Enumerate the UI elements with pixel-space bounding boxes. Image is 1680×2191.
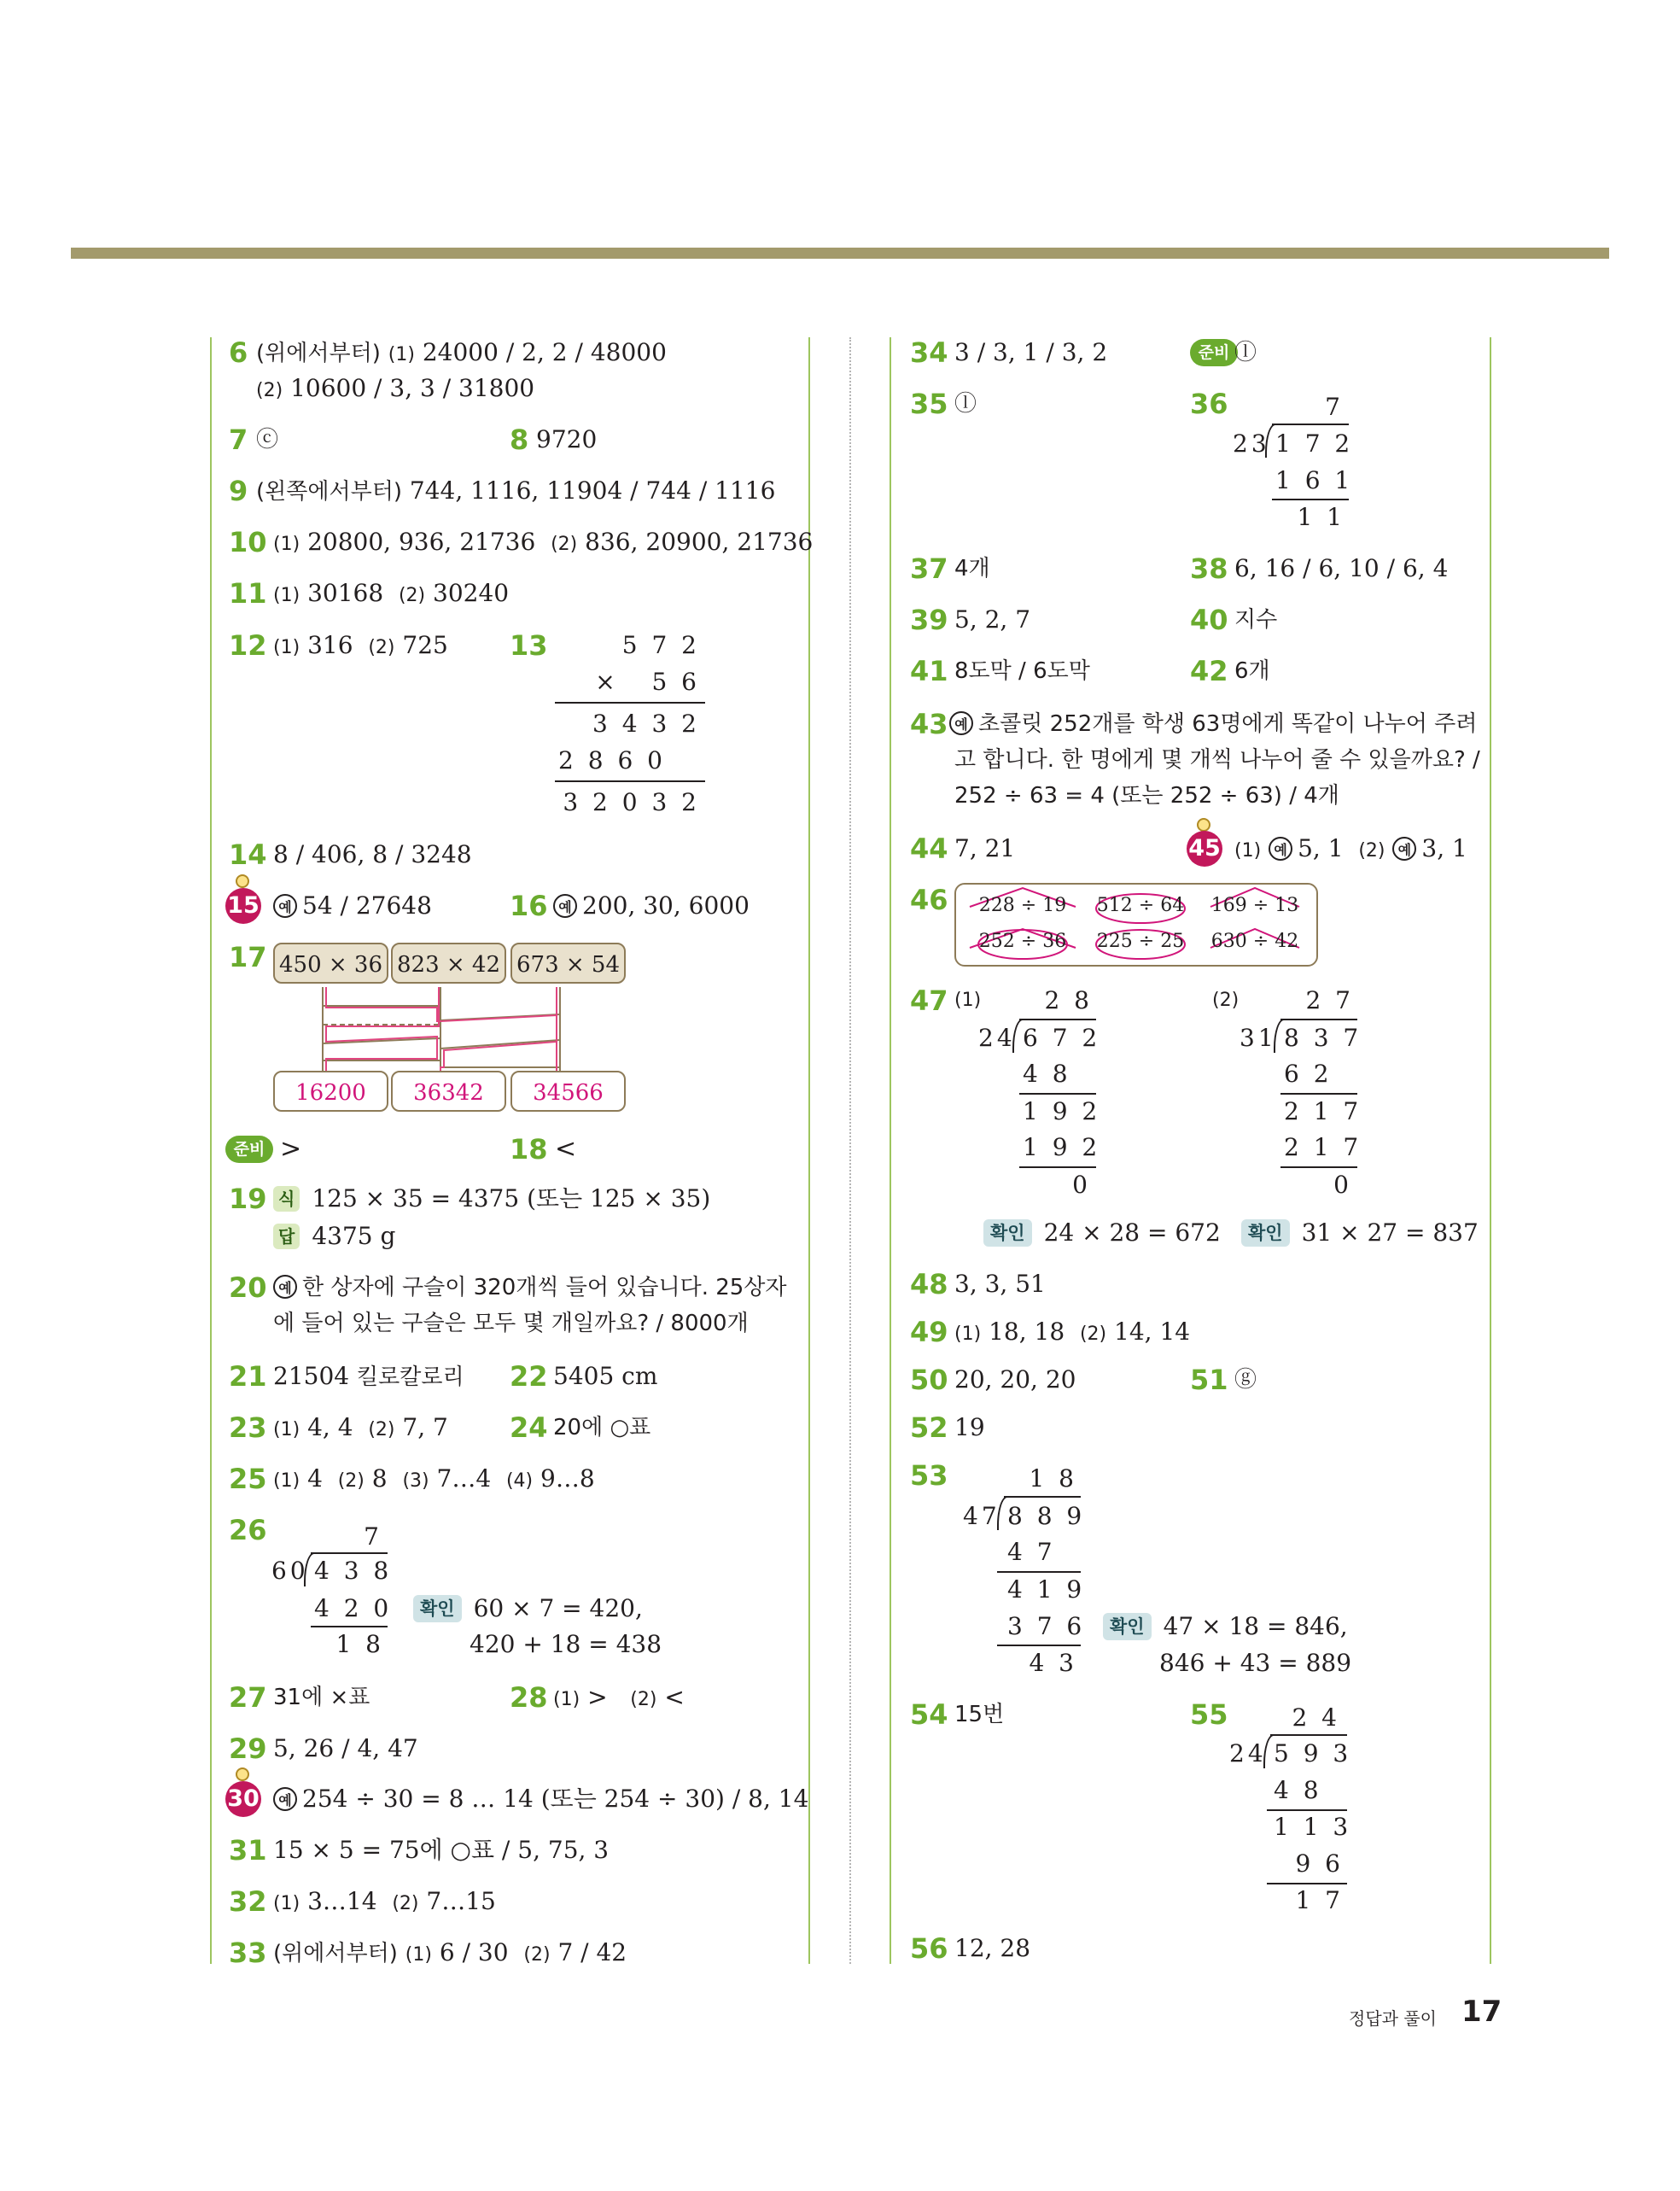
check: 확인 31 × 27 = 837 xyxy=(1241,1218,1479,1248)
answer: (1) > (2) < xyxy=(553,1683,685,1711)
dividend: 1 7 2 xyxy=(1275,429,1354,458)
question-number: 43 xyxy=(910,708,948,740)
question-number: 27 xyxy=(229,1681,267,1714)
rule xyxy=(1004,1496,1081,1498)
answer: 12, 28 xyxy=(954,1934,1031,1962)
page-number: 17 xyxy=(1461,1995,1502,2029)
question-number: 24 xyxy=(510,1411,548,1444)
left-column-rule-right xyxy=(808,337,810,1964)
answer: 5405 cm xyxy=(553,1362,658,1390)
question-number: 17 xyxy=(229,941,267,973)
question-number: 34 xyxy=(910,336,948,369)
subtraction-row: 1 6 1 xyxy=(1275,466,1354,494)
question-number: 6 xyxy=(229,336,248,369)
answer: > xyxy=(280,1134,302,1164)
rule xyxy=(1280,1093,1357,1095)
expression-cell: 252 ÷ 36 xyxy=(978,931,1067,952)
subtraction-row: 4 1 9 xyxy=(1007,1575,1086,1604)
answer: 3, 3, 51 xyxy=(954,1270,1046,1298)
answer: 예 54 / 27648 xyxy=(273,891,432,921)
answer: 20에 ○표 xyxy=(553,1415,651,1440)
remainder: 1 8 xyxy=(335,1630,384,1658)
subtraction-row: 1 9 2 xyxy=(1023,1097,1101,1125)
sub-label: (2) xyxy=(1212,990,1240,1011)
expression-cell: 225 ÷ 25 xyxy=(1096,931,1185,952)
question-number: 36 xyxy=(1190,388,1228,420)
rule xyxy=(1019,1093,1096,1095)
answer: 8 / 406, 8 / 3248 xyxy=(273,840,472,868)
multiplication-row: 3 4 3 2 xyxy=(592,710,700,738)
question-number-badge: 30 xyxy=(225,1781,261,1817)
answer: 예 200, 30, 6000 xyxy=(553,891,750,921)
divisor: 24 xyxy=(1229,1739,1267,1767)
subtraction-row: 2 1 7 xyxy=(1284,1097,1362,1125)
subtraction-row: 1 9 2 xyxy=(1023,1133,1101,1161)
expression-cell: 512 ÷ 64 xyxy=(1096,895,1185,916)
answer: (1) 3…14 (2) 7…15 xyxy=(273,1887,496,1915)
question-number: 53 xyxy=(910,1459,948,1492)
answer: 5, 26 / 4, 47 xyxy=(273,1734,418,1762)
sub-label: (1) xyxy=(954,990,982,1011)
question-number: 39 xyxy=(910,604,948,636)
answer: 예 한 상자에 구슬이 320개씩 들어 있습니다. 25상자 xyxy=(273,1272,787,1303)
expression-box: 823 × 42 xyxy=(391,943,506,984)
question-number: 37 xyxy=(910,552,948,585)
question-number: 10 xyxy=(229,526,267,558)
question-number-badge: 15 xyxy=(225,888,261,924)
answer: 3 / 3, 1 / 3, 2 xyxy=(954,338,1108,366)
answer: 예 254 ÷ 30 = 8 … 14 (또는 254 ÷ 30) / 8, 14 xyxy=(273,1784,808,1814)
question-number: 41 xyxy=(910,655,948,687)
answer: 7, 21 xyxy=(954,834,1016,862)
rule xyxy=(555,702,705,704)
question-number: 46 xyxy=(910,884,948,916)
question-number-badge: 45 xyxy=(1187,831,1222,867)
expression-cell: 630 ÷ 42 xyxy=(1210,931,1299,952)
answer: 고 합니다. 한 명에게 몇 개씩 나누어 줄 수 있을까요? / xyxy=(954,747,1480,773)
result-box: 36342 xyxy=(391,1071,506,1112)
subtraction-row: 2 1 7 xyxy=(1284,1133,1362,1161)
divisor: 31 xyxy=(1240,1024,1277,1052)
multiplication-row: × 5 6 xyxy=(595,668,700,696)
subtraction-row: 4 8 xyxy=(1023,1060,1071,1088)
quotient: 7 xyxy=(1325,393,1344,421)
rule xyxy=(1280,1019,1357,1020)
divisor: 47 xyxy=(963,1502,1000,1530)
remainder: 1 1 xyxy=(1297,503,1345,531)
answer: 5, 2, 7 xyxy=(954,605,1031,634)
question-number: 55 xyxy=(1190,1698,1228,1731)
answer: 4개 xyxy=(954,556,990,581)
subtraction-row: 4 2 0 xyxy=(314,1594,393,1622)
rule xyxy=(1019,1019,1096,1020)
footer-label: 정답과 풀이 xyxy=(1349,2008,1437,2029)
multiplication-row: 2 8 6 0 xyxy=(558,746,666,774)
divisor: 60 xyxy=(271,1557,309,1585)
question-number: 50 xyxy=(910,1364,948,1396)
expression-box: 450 × 36 xyxy=(273,943,388,984)
rule xyxy=(1267,1883,1347,1884)
question-number: 26 xyxy=(229,1514,267,1546)
divisor: 23 xyxy=(1233,429,1270,458)
question-number: 33 xyxy=(229,1937,267,1969)
question-number: 9 xyxy=(229,475,248,507)
smiley-icon xyxy=(236,874,249,888)
answer: 15 × 5 = 75에 ○표 / 5, 75, 3 xyxy=(273,1836,610,1864)
quotient: 7 xyxy=(364,1522,382,1551)
answer: (1) 316 (2) 725 xyxy=(273,631,448,659)
quotient: 2 7 xyxy=(1305,986,1354,1014)
quotient: 2 8 xyxy=(1044,986,1093,1014)
question-number: 7 xyxy=(229,424,248,456)
answer: 6, 16 / 6, 10 / 6, 4 xyxy=(1234,554,1449,582)
rule xyxy=(1270,1734,1347,1736)
question-number: 38 xyxy=(1190,552,1228,585)
multiplication-row: 3 2 0 3 2 xyxy=(563,788,700,816)
answer: (1) 4, 4 (2) 7, 7 xyxy=(273,1413,448,1441)
quotient: 1 8 xyxy=(1029,1464,1077,1493)
answer: 19 xyxy=(954,1413,985,1441)
dividend: 5 9 3 xyxy=(1274,1739,1352,1767)
check: 846 + 43 = 889 xyxy=(1159,1649,1352,1677)
answer: 답 4375 g xyxy=(273,1221,395,1252)
subtraction-row: 9 6 xyxy=(1295,1849,1344,1878)
remainder: 0 xyxy=(1072,1171,1091,1199)
right-column-rule-right xyxy=(1490,337,1491,1964)
subtraction-row: 4 8 xyxy=(1274,1776,1322,1804)
check: 확인 60 × 7 = 420, xyxy=(413,1593,643,1624)
answer: ⓛ xyxy=(954,391,977,417)
rule xyxy=(1267,1809,1347,1811)
question-number: 52 xyxy=(910,1411,948,1444)
multiplication-row: 5 7 2 xyxy=(621,631,700,659)
question-number: 19 xyxy=(229,1183,267,1215)
question-number: 47 xyxy=(910,984,948,1017)
check: 확인 24 × 28 = 672 xyxy=(983,1218,1221,1248)
subtraction-row: 3 7 6 xyxy=(1007,1612,1086,1640)
question-number: 48 xyxy=(910,1268,948,1300)
expression-box: 673 × 54 xyxy=(510,943,626,984)
rule xyxy=(1019,1166,1096,1168)
answer: 6개 xyxy=(1234,658,1270,684)
answer: 252 ÷ 63 = 4 (또는 252 ÷ 63) / 4개 xyxy=(954,783,1339,809)
answer: 식 125 × 35 = 4375 (또는 125 × 35) xyxy=(273,1183,710,1214)
column-divider xyxy=(849,337,851,1964)
question-number: 13 xyxy=(510,629,548,662)
answer: < xyxy=(555,1134,577,1164)
result-box: 34566 xyxy=(510,1071,626,1112)
answer: (1) 4 (2) 8 (3) 7…4 (4) 9…8 xyxy=(273,1464,595,1493)
question-number: 18 xyxy=(510,1133,548,1166)
question-number: 11 xyxy=(229,577,267,610)
quotient: 2 4 xyxy=(1292,1703,1340,1732)
dividend: 6 7 2 xyxy=(1023,1024,1101,1052)
answer: 예 초콜릿 252개를 학생 63명에게 똑같이 나누어 주려 xyxy=(949,709,1477,739)
question-number: 51 xyxy=(1190,1364,1228,1396)
question-number: 16 xyxy=(510,890,548,922)
header-rule xyxy=(71,248,1609,259)
question-number: 42 xyxy=(1190,655,1228,687)
expression-cell: 228 ÷ 19 xyxy=(978,895,1067,916)
remainder: 4 3 xyxy=(1029,1649,1077,1677)
result-box: 16200 xyxy=(273,1071,388,1112)
rule xyxy=(997,1571,1081,1573)
dividend: 8 3 7 xyxy=(1284,1024,1362,1052)
smiley-icon xyxy=(1197,818,1210,832)
answer: 15번 xyxy=(954,1702,1005,1727)
question-number: 29 xyxy=(229,1732,267,1765)
question-number: 12 xyxy=(229,629,267,662)
remainder: 1 7 xyxy=(1295,1886,1344,1914)
rule xyxy=(1272,424,1349,425)
answer: (2) 10600 / 3, 3 / 31800 xyxy=(256,374,535,402)
question-number: 40 xyxy=(1190,604,1228,636)
rule xyxy=(1280,1166,1357,1168)
question-number: 14 xyxy=(229,838,267,871)
smiley-icon xyxy=(236,1767,249,1781)
answer: 20, 20, 20 xyxy=(954,1365,1076,1393)
answer: (1) 18, 18 (2) 14, 14 xyxy=(954,1318,1191,1346)
answer: 8도막 / 6도막 xyxy=(954,658,1090,684)
question-number: 22 xyxy=(510,1360,548,1393)
answer: (왼쪽에서부터) 744, 1116, 11904 / 744 / 1116 xyxy=(256,476,776,505)
right-column-rule-left xyxy=(890,337,891,1964)
check: 420 + 18 = 438 xyxy=(470,1630,662,1658)
remainder: 0 xyxy=(1333,1171,1352,1199)
question-number: 31 xyxy=(229,1834,267,1867)
divisor: 24 xyxy=(978,1024,1016,1052)
rule xyxy=(311,1552,388,1554)
answer: 21504 킬로칼로리 xyxy=(273,1362,464,1390)
answer: (1) 예 5, 1 (2) 예 3, 1 xyxy=(1234,834,1467,862)
dividend: 4 3 8 xyxy=(314,1557,393,1585)
answer: 31에 ×표 xyxy=(273,1685,370,1710)
question-number: 20 xyxy=(229,1271,267,1304)
question-number: 28 xyxy=(510,1681,548,1714)
subtraction-row: 4 7 xyxy=(1007,1538,1056,1566)
answer: ⓖ xyxy=(1234,1367,1257,1393)
question-number: 56 xyxy=(910,1932,948,1965)
subtraction-row: 6 2 xyxy=(1284,1060,1333,1088)
answer: (위에서부터) (1) 6 / 30 (2) 7 / 42 xyxy=(273,1938,627,1966)
prep-badge: 준비 xyxy=(1190,339,1238,366)
rule xyxy=(555,780,705,782)
question-number: 21 xyxy=(229,1360,267,1393)
rule xyxy=(997,1645,1081,1646)
question-number: 35 xyxy=(910,388,948,420)
question-number: 54 xyxy=(910,1698,948,1731)
answer: 지수 xyxy=(1234,607,1278,633)
answer: 에 들어 있는 구슬은 모두 몇 개일까요? / 8000개 xyxy=(273,1311,749,1336)
subtraction-row: 1 1 3 xyxy=(1274,1813,1352,1841)
question-number: 44 xyxy=(910,833,948,865)
question-number: 25 xyxy=(229,1463,267,1495)
rule xyxy=(311,1626,388,1627)
answer: ⓒ xyxy=(256,427,279,453)
question-number: 8 xyxy=(510,424,529,456)
question-number: 23 xyxy=(229,1411,267,1444)
question-number: 32 xyxy=(229,1885,267,1918)
dividend: 8 8 9 xyxy=(1007,1502,1086,1530)
rule xyxy=(1272,499,1349,500)
answer: (1) 20800, 936, 21736 (2) 836, 20900, 21736 xyxy=(273,528,814,556)
answer: (위에서부터) (1) 24000 / 2, 2 / 48000 xyxy=(256,338,667,366)
answer: 9720 xyxy=(536,425,598,453)
question-number: 49 xyxy=(910,1316,948,1348)
prep-badge: 준비 xyxy=(225,1136,273,1163)
expression-cell: 169 ÷ 13 xyxy=(1210,895,1299,916)
check: 확인 47 × 18 = 846, xyxy=(1103,1611,1348,1642)
answer: (1) 30168 (2) 30240 xyxy=(273,579,510,607)
answer: ⓛ xyxy=(1234,340,1257,365)
left-column-rule-left xyxy=(210,337,212,1964)
